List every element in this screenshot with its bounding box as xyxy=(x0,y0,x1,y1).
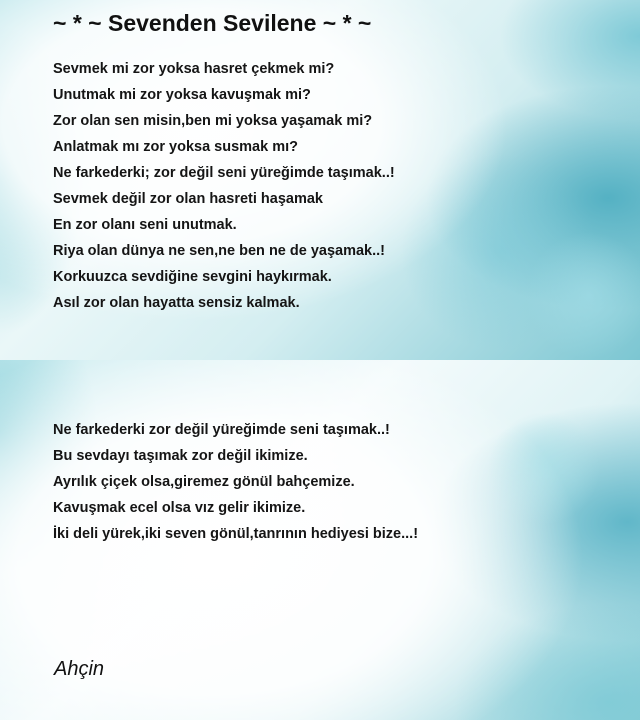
poem-line: Riya olan dünya ne sen,ne ben ne de yaşamak..! xyxy=(53,243,386,259)
poem-line: Ne farkederki zor değil yüreğimde seni taşımak..! xyxy=(53,422,390,438)
stanza-2 xyxy=(53,417,418,547)
poem-line: Sevmek mi zor yoksa hasret çekmek mi? xyxy=(53,61,335,77)
poem-line: Kavuşmak ecel olsa vız gelir ikimize. xyxy=(53,500,306,516)
poem-line: Anlatmak mı zor yoksa susmak mı? xyxy=(53,139,298,155)
poem-line: En zor olanı seni unutmak. xyxy=(53,217,237,233)
poem-panel-bottom xyxy=(0,360,640,720)
poem-line: Asıl zor olan hayatta sensiz kalmak. xyxy=(53,295,300,311)
poem-line: Ne farkederki; zor değil seni yüreğimde taşımak..! xyxy=(53,165,395,181)
poem-author: Ahçin xyxy=(54,658,105,680)
poem-line: Ayrılık çiçek olsa,giremez gönül bahçemize. xyxy=(53,474,355,490)
poem-line: Korkuuzca sevdiğine sevgini haykırmak. xyxy=(53,269,332,285)
poem-line: Bu sevdayı taşımak zor değil ikimize. xyxy=(53,448,308,464)
poem-line: İki deli yürek,iki seven gönül,tanrının hediyesi bize...! xyxy=(53,526,419,542)
poem-title: ~ * ~ Sevenden Sevilene ~ * ~ xyxy=(53,10,372,36)
poem-line: Unutmak mi zor yoksa kavuşmak mi? xyxy=(53,87,311,103)
poem-line: Sevmek değil zor olan hasreti haşamak xyxy=(53,191,323,207)
stanza-1 xyxy=(53,56,395,316)
poem-line: Zor olan sen misin,ben mi yoksa yaşamak mi? xyxy=(53,113,373,129)
